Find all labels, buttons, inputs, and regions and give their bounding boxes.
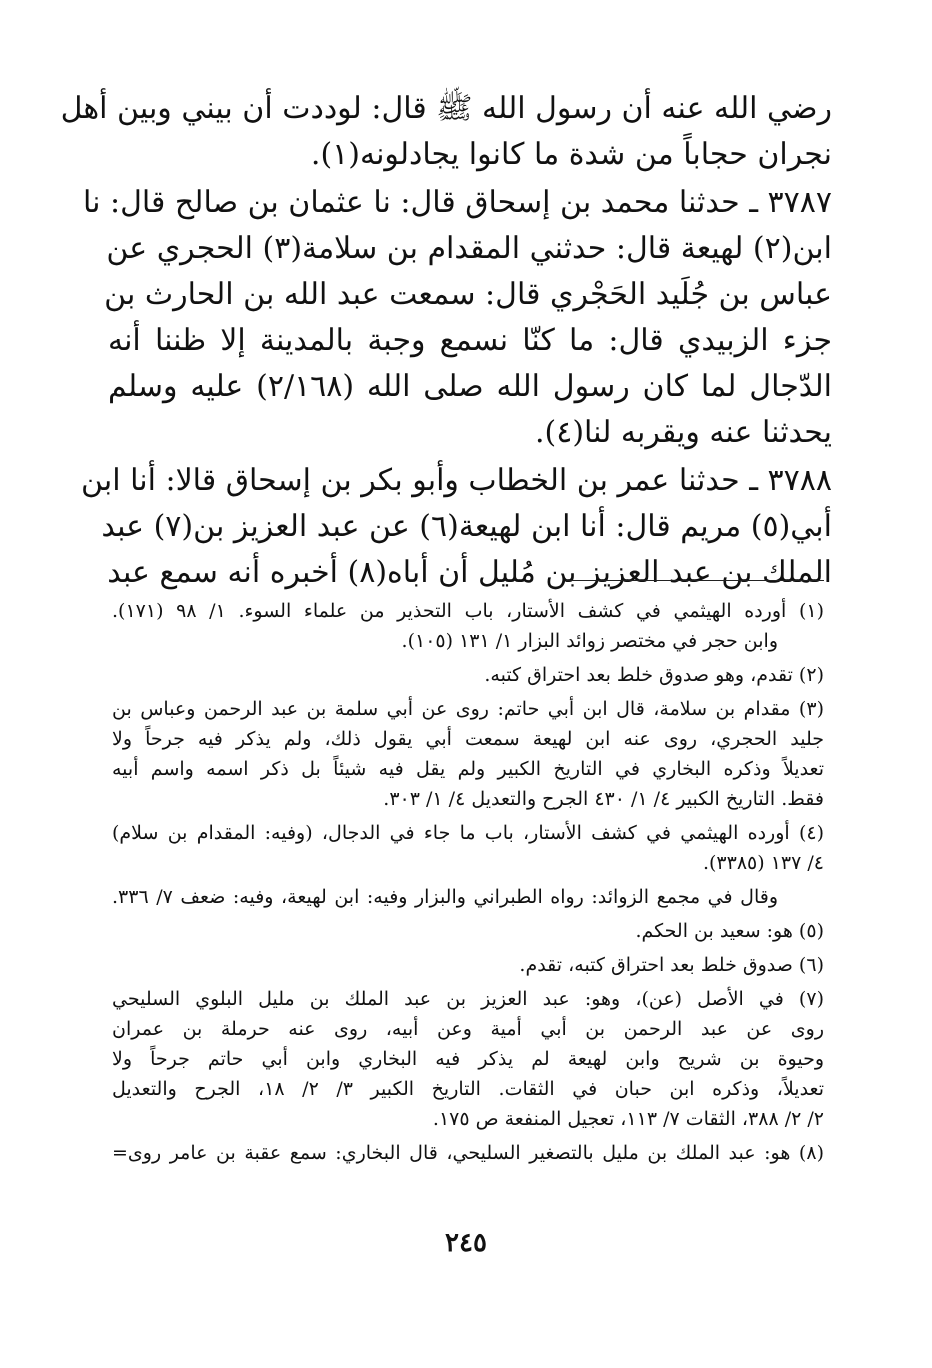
footnote-line: (٧) في الأصل (عن)، وهو: عبد العزيز بن عبد الملك بن مليل البلوي السليحي	[112, 988, 824, 1010]
text-line: ابن(٢) لهيعة قال: حدثني المقدام بن سلامة(٣) الحجري عن	[106, 231, 832, 266]
main-text	[60, 86, 832, 598]
footnotes	[112, 596, 824, 1172]
footnote-3	[112, 694, 824, 814]
text-line: الدّجال لما كان رسول الله صلى الله (٢/١٦٨) عليه وسلم	[108, 369, 832, 404]
page-number: ٢٤٥	[445, 1228, 487, 1258]
footnote-5	[112, 916, 824, 946]
text-line: جزء الزبيدي قال: ما كنّا نسمع وجبة بالمدينة إلا ظننا أنه	[108, 323, 832, 358]
footnote-7	[112, 984, 824, 1134]
text-line: ٣٧٨٨ ـ حدثنا عمر بن الخطاب وأبو بكر بن إسحاق قالا: أنا ابن	[81, 463, 832, 498]
hadith-3788	[81, 458, 832, 596]
footnote-line: فقط. التاريخ الكبير ٤/ ١/ ٤٣٠ الجرح والتعديل ٤/ ١/ ٣٠٣.	[383, 788, 824, 810]
footnote-line: تعديلاً وذكره البخاري في التاريخ الكبير ولم يقل فيه شيئاً بل ذكر اسمه واسم أبيه	[112, 758, 824, 780]
footnote-line: تعديلاً، وذكره ابن حبان في الثقات. التاريخ الكبير ٣/ ٢/ ١٨، الجرح والتعديل	[112, 1078, 824, 1100]
footnote-8	[112, 1138, 824, 1168]
footnote-4	[112, 818, 824, 878]
footnote-line: (٣) مقدام بن سلامة، قال ابن أبي حاتم: روى عن أبي سلمة بن عبد الرحمن وعباس بن	[112, 698, 824, 720]
footnote-line: وابن حجر في مختصر زوائد البزار ١/ ١٣١ (١٠٥).	[401, 630, 778, 652]
footnote-line: (٨) هو: عبد الملك بن مليل بالتصغير السليحي، قال البخاري: سمع عقبة بن عامر روى=	[112, 1142, 824, 1164]
intro-paragraph	[60, 86, 832, 178]
footnote-line: (٢) تقدم، وهو صدوق خلط بعد احتراق كتبه.	[484, 664, 824, 686]
footnote-6	[112, 950, 824, 980]
footnote-line: وحيوة بن شريح وابن لهيعة لم يذكر فيه البخاري وابن أبي حاتم جرحاً ولا	[112, 1048, 824, 1070]
footnote-2	[112, 660, 824, 690]
footnote-divider	[566, 580, 824, 581]
text-line: الملك بن عبد العزيز بن مُليل أن أباه(٨) أخبره أنه سمع عبد	[107, 555, 832, 590]
footnote-line: (٤) أورده الهيثمي في كشف الأستار، باب ما جاء في الدجال، (وفيه: المقدام بن سلام)	[112, 822, 824, 844]
text-line: نجران حجاباً من شدة ما كانوا يجادلونه(١).	[310, 137, 832, 172]
footnote-line: جليد الحجري، روى عنه ابن لهيعة سمعت أبي يقول ذلك، ولم يذكر فيه جرحاً ولا	[112, 728, 824, 750]
text-line: يحدثنا عنه ويقربه لنا(٤).	[534, 415, 832, 450]
footnote-line: ٤/ ١٣٧ (٣٣٨٥).	[702, 852, 824, 874]
text-line: رضي الله عنه أن رسول الله ﷺ قال: لوددت أن بيني وبين أهل	[60, 91, 832, 126]
footnote-line: وقال في مجمع الزوائد: رواه الطبراني والبزار وفيه: ابن لهيعة، وفيه: ضعف ٧/ ٣٣٦.	[112, 886, 778, 908]
footnote-line: روى عن عبد الرحمن بن أبي أمية وعن أبيه، روى عنه حرملة بن عمران	[112, 1018, 824, 1040]
footnote-line: (١) أورده الهيثمي في كشف الأستار، باب التحذير من علماء السوء. ١/ ٩٨ (١٧١).	[112, 600, 824, 622]
text-line: أبي(٥) مريم قال: أنا ابن لهيعة(٦) عن عبد العزيز بن(٧) عبد	[101, 509, 832, 544]
hadith-3787	[82, 180, 832, 456]
footnote-4-continuation	[112, 882, 824, 912]
footnote-line: (٦) صدوق خلط بعد احتراق كتبه، تقدم.	[519, 954, 824, 976]
footnote-1	[112, 596, 824, 656]
footnote-line: (٥) هو: سعيد بن الحكم.	[635, 920, 824, 942]
text-line: عباس بن جُلَيد الحَجْري قال: سمعت عبد الله بن الحارث بن	[104, 277, 832, 312]
text-line: ٣٧٨٧ ـ حدثنا محمد بن إسحاق قال: نا عثمان بن صالح قال: نا	[82, 185, 832, 220]
footnote-line: ٢/ ٢/ ٣٨٨، الثقات ٧/ ١١٣، تعجيل المنفعة ص ١٧٥.	[432, 1108, 824, 1130]
